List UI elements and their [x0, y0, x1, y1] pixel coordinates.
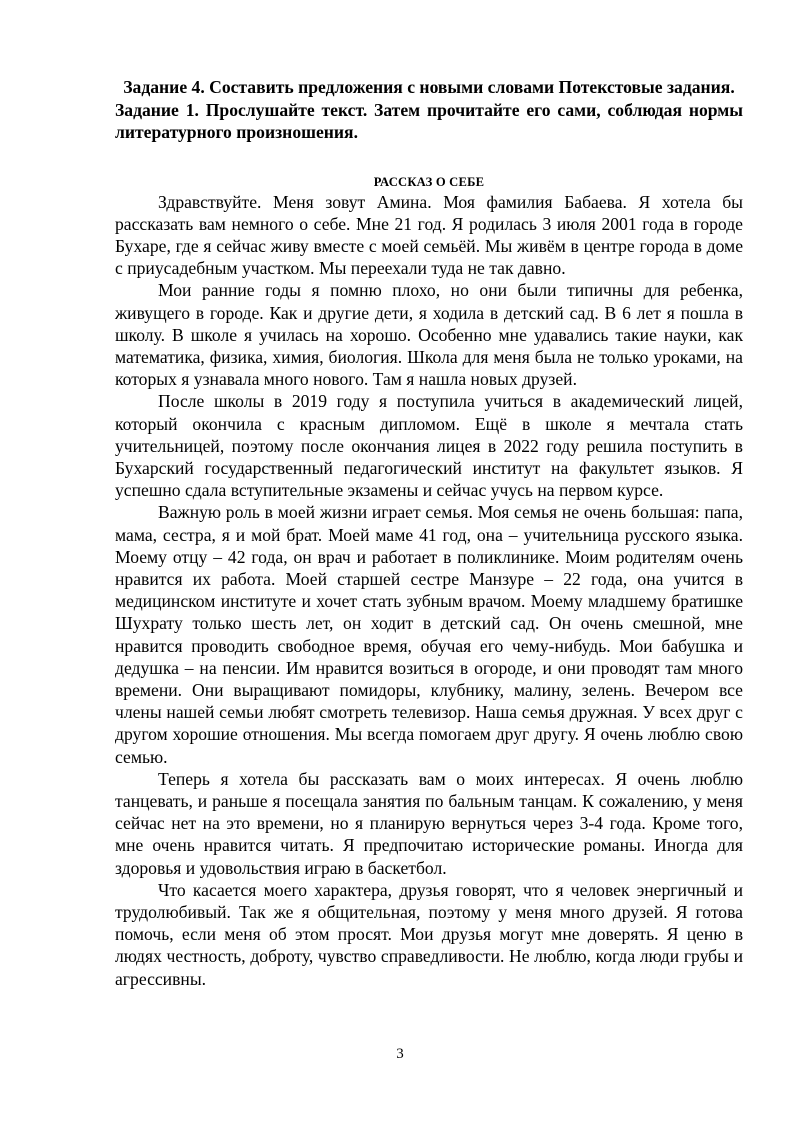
task4-heading: Задание 4. Составить предложения с новыми словами Потекстовые задания. — [123, 77, 735, 97]
paragraph-family: Важную роль в моей жизни играет семья. Моя семья не очень большая: папа, мама, сестра, я и мой брат. Моей маме 41 год, она – учительница русского языка. Моему отцу – 42 года, он врач и работает в поликлинике. Моим родителям очень нравится их работа. Моей старшей сестре Манзуре – 22 года, она учится в медицинском институте и хочет стать зубным врачом. Моему младшему братишке Шухрату только шесть лет, он ходит в детский сад. Он очень смешной, мне нравится проводить свободное время, обучая его чему-нибудь. Мои бабушка и дедушка – на пенсии. Им нравится возиться в огороде, и они проводят там много времени. Они выращивают помидоры, клубнику, малину, зелень. Вечером все члены нашей семьи любят смотреть телевизор. Наша семья дружная. У всех друг с другом хорошие отношения. Мы всегда помогаем друг другу. Я очень люблю свою семью. — [115, 502, 743, 767]
story-title: РАССКАЗ О СЕБЕ — [373, 174, 485, 189]
page-number: 3 — [396, 1046, 404, 1062]
paragraph-interests: Теперь я хотела бы рассказать вам о моих интересах. Я очень люблю танцевать, и раньше я посещала занятия по бальным танцам. К сожалению, у меня сейчас нет на это времени, но я планирую вернуться через 3-4 года. Кроме того, мне очень нравится читать. Я предпочитаю исторические романы. Иногда для здоровья и удовольствия играю в баскетбол. — [115, 768, 743, 878]
task1-heading: Задание 1. Прослушайте текст. Затем прочитайте его сами, соблюдая нормы литературного произношения. — [115, 99, 743, 142]
paragraph-intro: Здравствуйте. Меня зовут Амина. Моя фамилия Бабаева. Я хотела бы рассказать вам немного о себе. Мне 21 год. Я родилась 3 июля 2001 года в городе Бухаре, где я сейчас живу вместе с моей семьёй. Мы живём в центре города в доме с приусадебным участком. Мы переехали туда не так давно. — [115, 191, 743, 279]
paragraph-childhood: Мои ранние годы я помню плохо, но они были типичны для ребенка, живущего в городе. Как и другие дети, я ходила в детский сад. В 6 лет я пошла в школу. В школе я училась на хорошо. Особенно мне удавались такие науки, как математика, физика, химия, биология. Школа для меня была не только уроками, на которых я узнавала много нового. Там я нашла новых друзей. — [115, 280, 743, 390]
document-page — [115, 76, 743, 990]
paragraph-character: Что касается моего характера, друзья говорят, что я человек энергичный и трудолюбивый. Так же я общительная, поэтому у меня много друзей. Я готова помочь, если меня об этом просят. Мои друзья могут мне доверять. Я ценю в людях честность, доброту, чувство справедливости. Не люблю, когда люди грубы и агрессивны. — [115, 879, 743, 989]
paragraph-education: После школы в 2019 году я поступила учиться в академический лицей, который окончила с красным дипломом. Ещё в школе я мечтала стать учительницей, поэтому после окончания лицея в 2022 году решила поступить в Бухарский государственный педагогический институт на факультет языков. Я успешно сдала вступительные экзамены и сейчас учусь на первом курсе. — [115, 391, 743, 501]
